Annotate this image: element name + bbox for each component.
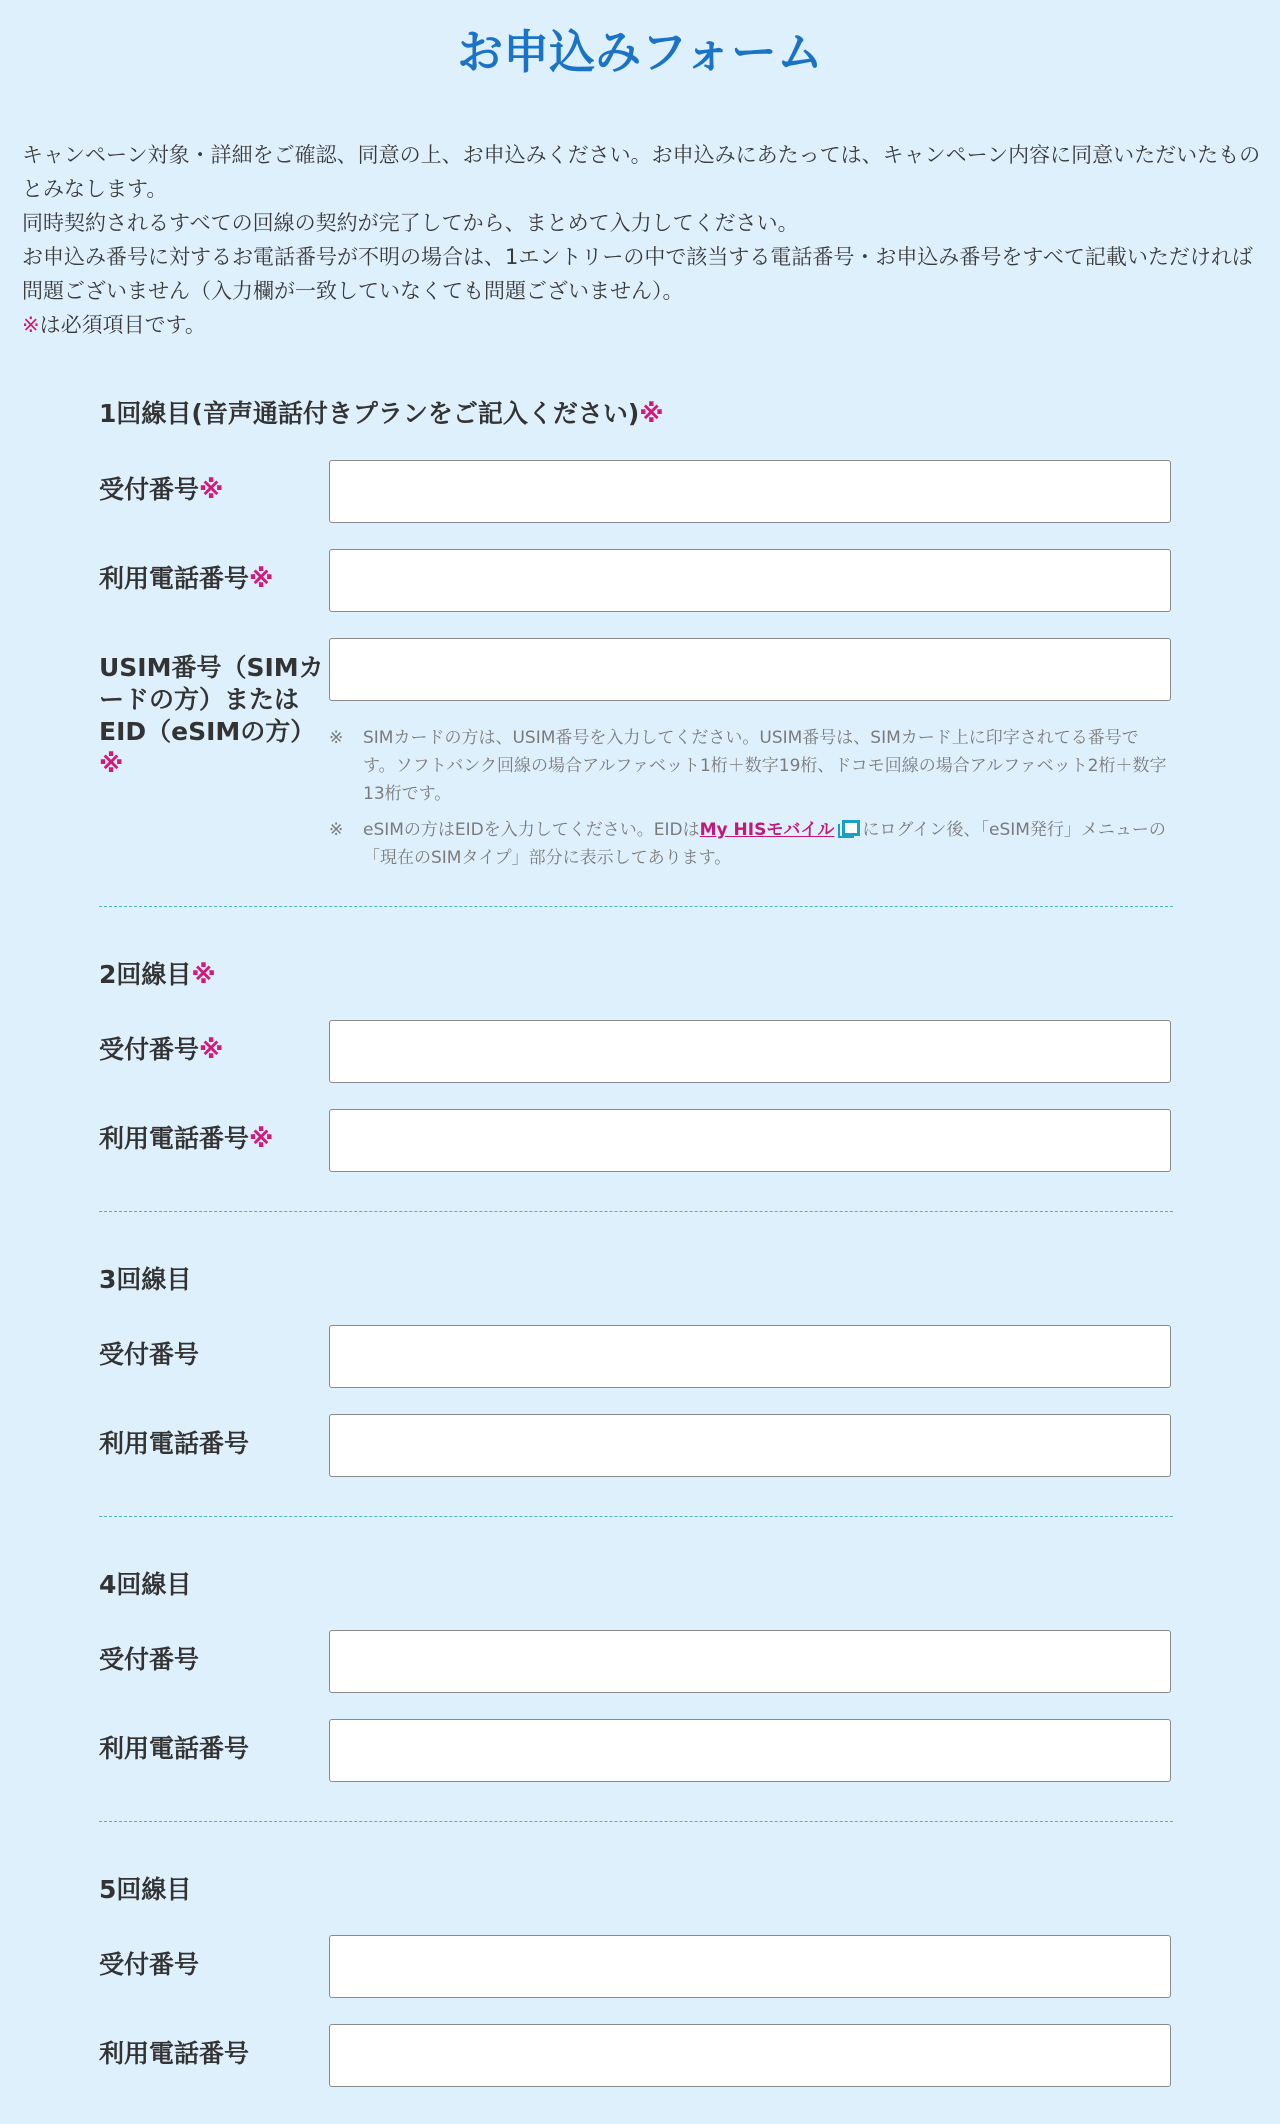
usim-label-text: USIM番号（SIMカードの方）またはEID（eSIMの方）	[99, 653, 324, 746]
section-divider	[99, 1516, 1173, 1517]
line-5-reception-row	[99, 1935, 1173, 1999]
line-4-reception-label: 受付番号	[99, 1645, 200, 1674]
line-5-phone-label: 利用電話番号	[99, 2039, 250, 2068]
line-1-title-text: 1回線目(音声通話付きプランをご記入ください)	[99, 399, 640, 428]
line-3-reception-label: 受付番号	[99, 1340, 200, 1369]
usim-note	[329, 724, 1171, 808]
line-1-title	[99, 398, 664, 430]
required-legend	[22, 308, 1262, 342]
section-divider	[99, 1211, 1173, 1212]
line-4-reception-input[interactable]	[329, 1630, 1171, 1693]
line-1-usim-row	[99, 638, 1173, 878]
required-mark: ※	[22, 313, 40, 337]
required-mark: ※	[199, 1035, 224, 1064]
intro-line-2: 同時契約されるすべての回線の契約が完了してから、まとめて入力してください。	[22, 211, 799, 235]
line-3-title: 3回線目	[99, 1265, 192, 1294]
line-5-section	[99, 1872, 1173, 2112]
line-3-reception-row	[99, 1325, 1173, 1389]
page-title: お申込みフォーム	[457, 25, 823, 79]
external-window-icon	[838, 820, 858, 838]
line-1-reception-label	[99, 474, 329, 506]
my-his-mobile-link[interactable]: My HISモバイル	[699, 820, 835, 840]
line-2-title	[99, 959, 216, 991]
line-4-section	[99, 1567, 1173, 1827]
line-2-phone-row	[99, 1109, 1173, 1173]
line-5-reception-input[interactable]	[329, 1935, 1171, 1998]
line-4-title: 4回線目	[99, 1570, 192, 1599]
eid-note	[329, 816, 1171, 872]
required-mark: ※	[249, 564, 274, 593]
line-2-phone-label	[99, 1123, 329, 1155]
required-mark: ※	[191, 960, 216, 989]
line-1-usim-label	[99, 652, 329, 780]
line-1-usim-input[interactable]	[329, 638, 1171, 701]
section-divider	[99, 906, 1173, 907]
line-5-phone-row	[99, 2024, 1173, 2088]
usim-note-text: SIMカードの方は、USIM番号を入力してください。USIM番号は、SIMカード上に印字されてる番号です。ソフトバンク回線の場合アルファベット1桁＋数字19桁、ドコモ回線の場合アルファベット2桁＋数字13桁です。	[363, 728, 1167, 804]
line-4-phone-input[interactable]	[329, 1719, 1171, 1782]
section-divider	[99, 1821, 1173, 1822]
eid-note-prefix: eSIMの方はEIDを入力してください。EIDは	[363, 820, 700, 840]
line-3-phone-label: 利用電話番号	[99, 1429, 250, 1458]
intro-line-1: キャンペーン対象・詳細をご確認、同意の上、お申込みください。お申込みにあたっては、キャンペーン内容に同意いただいたものとみなします。	[22, 143, 1261, 201]
line-2-phone-input[interactable]	[329, 1109, 1171, 1172]
line-2-title-text: 2回線目	[99, 960, 192, 989]
line-4-phone-label: 利用電話番号	[99, 1734, 250, 1763]
note-mark: ※	[329, 820, 344, 840]
line-3-section	[99, 1262, 1173, 1522]
line-5-title: 5回線目	[99, 1875, 192, 1904]
phone-label-text: 利用電話番号	[99, 564, 250, 593]
line-1-section	[99, 396, 1173, 916]
line-2-reception-row	[99, 1020, 1173, 1084]
line-5-phone-input[interactable]	[329, 2024, 1171, 2087]
line-2-section	[99, 957, 1173, 1217]
line-3-reception-input[interactable]	[329, 1325, 1171, 1388]
line-3-phone-input[interactable]	[329, 1414, 1171, 1477]
required-mark: ※	[249, 1124, 274, 1153]
line-5-reception-label: 受付番号	[99, 1950, 200, 1979]
note-mark: ※	[329, 728, 344, 748]
line-1-phone-input[interactable]	[329, 549, 1171, 612]
line-2-reception-input[interactable]	[329, 1020, 1171, 1083]
reception-label-text: 受付番号	[99, 475, 200, 504]
phone-label-text: 利用電話番号	[99, 1124, 250, 1153]
line-1-phone-row	[99, 549, 1173, 613]
line-3-phone-row	[99, 1414, 1173, 1478]
eid-note-suffix: にログイン後、「eSIM発行」メニューの「現在のSIMタイプ」部分に表示してあります。	[363, 820, 1166, 868]
required-legend-text: は必須項目です。	[39, 313, 206, 337]
required-mark: ※	[639, 399, 664, 428]
line-2-reception-label	[99, 1034, 329, 1066]
line-1-phone-label	[99, 563, 329, 595]
intro-text	[22, 138, 1262, 342]
line-4-phone-row	[99, 1719, 1173, 1783]
intro-line-3: お申込み番号に対するお電話番号が不明の場合は、1エントリーの中で該当する電話番号・お申込み番号をすべて記載いただければ問題ございません（入力欄が一致していなくても問題ございません）。	[22, 245, 1253, 303]
line-4-reception-row	[99, 1630, 1173, 1694]
usim-notes	[329, 724, 1171, 872]
required-mark: ※	[199, 475, 224, 504]
required-mark: ※	[99, 749, 124, 778]
line-1-reception-input[interactable]	[329, 460, 1171, 523]
line-1-reception-row	[99, 460, 1173, 524]
reception-label-text: 受付番号	[99, 1035, 200, 1064]
